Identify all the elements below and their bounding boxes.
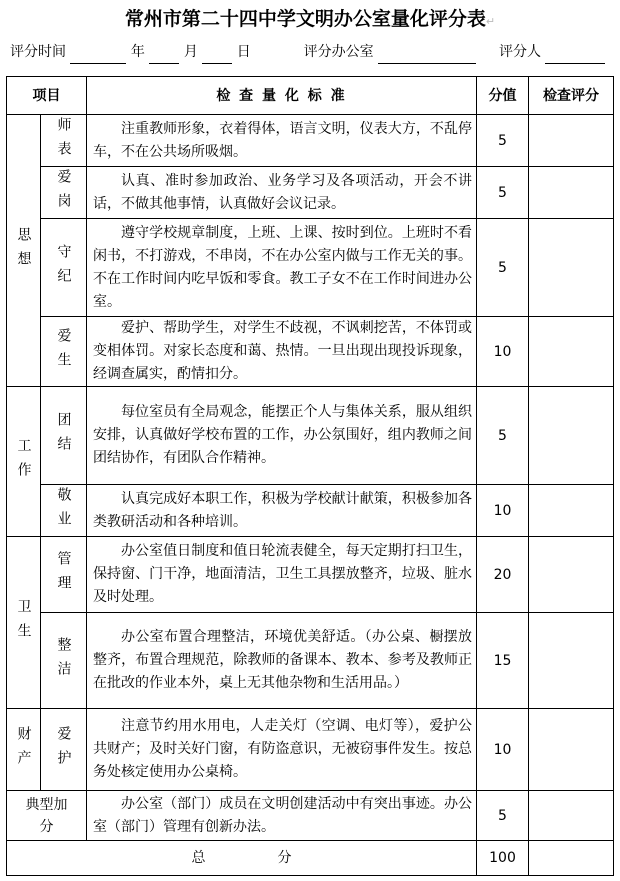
check-score-cell[interactable] bbox=[529, 537, 613, 613]
category-weisheng: 卫生 bbox=[7, 537, 41, 709]
score-value: 10 bbox=[477, 317, 529, 387]
category-caichan: 财产 bbox=[7, 709, 41, 791]
standard-desc: 爱护、帮助学生，对学生不歧视，不讽刺挖苦，不体罚或变相体罚。对家长态度和蔼、热情。一旦出现出现投诉现象，经调查属实，酌情扣分。 bbox=[87, 317, 477, 387]
sub-item: 爱护 bbox=[41, 709, 87, 791]
score-value: 20 bbox=[477, 537, 529, 613]
sub-item: 师表 bbox=[41, 115, 87, 167]
check-score-cell[interactable] bbox=[529, 613, 613, 709]
sub-item: 管理 bbox=[41, 537, 87, 613]
standard-desc: 认真、准时参加政治、业务学习及各项活动，开会不讲话，不做其他事情，认真做好会议记录。 bbox=[87, 167, 477, 219]
score-value: 5 bbox=[477, 219, 529, 317]
category-sixiang: 思想 bbox=[7, 115, 41, 387]
total-label: 总 分 bbox=[7, 841, 477, 875]
score-value: 5 bbox=[477, 115, 529, 167]
score-value: 5 bbox=[477, 791, 529, 841]
office-blank[interactable] bbox=[378, 45, 476, 64]
time-label: 评分时间 bbox=[10, 44, 66, 60]
sub-item: 团结 bbox=[41, 387, 87, 485]
score-value: 5 bbox=[477, 387, 529, 485]
standard-desc: 注意节约用水用电，人走关灯（空调、电灯等），爱护公共财产；及时关好门窗，有防盗意识，无被窃事件发生。按总务处核定使用办公桌椅。 bbox=[87, 709, 477, 791]
check-score-cell[interactable] bbox=[529, 219, 613, 317]
score-value: 5 bbox=[477, 167, 529, 219]
standard-desc: 每位室员有全局观念，能摆正个人与集体关系，服从组织安排，认真做好学校布置的工作，办公氛围好，组内教师之间团结协作，有团队合作精神。 bbox=[87, 387, 477, 485]
score-value: 10 bbox=[477, 485, 529, 537]
sub-item: 敬业 bbox=[41, 485, 87, 537]
check-score-cell[interactable] bbox=[529, 791, 613, 841]
person-label: 评分人 bbox=[498, 44, 541, 60]
month-blank[interactable] bbox=[149, 45, 179, 64]
header-item: 项目 bbox=[7, 77, 87, 115]
total-score: 100 bbox=[477, 841, 529, 875]
sub-item: 爱岗 bbox=[41, 167, 87, 219]
header-standard: 检 查 量 化 标 准 bbox=[87, 77, 477, 115]
standard-desc: 办公室值日制度和值日轮流表健全，每天定期打扫卫生，保持窗、门干净，地面清洁，卫生工具摆放整齐，垃圾、脏水及时处理。 bbox=[87, 537, 477, 613]
person-blank[interactable] bbox=[545, 45, 605, 64]
sub-item: 整洁 bbox=[41, 613, 87, 709]
day-label: 日 bbox=[236, 44, 251, 60]
check-score-cell[interactable] bbox=[529, 167, 613, 219]
header-check: 检查评分 bbox=[529, 77, 613, 115]
page-title bbox=[0, 4, 620, 34]
standard-desc: 办公室（部门）成员在文明创建活动中有突出事迹。办公室（部门）管理有创新办法。 bbox=[87, 791, 477, 841]
check-score-cell[interactable] bbox=[529, 709, 613, 791]
sub-item: 守纪 bbox=[41, 219, 87, 317]
standard-desc: 注重教师形象，衣着得体，语言文明，仪表大方，不乱停车，不在公共场所吸烟。 bbox=[87, 115, 477, 167]
check-score-cell[interactable] bbox=[529, 317, 613, 387]
office-label: 评分办公室 bbox=[303, 44, 374, 60]
header-score: 分值 bbox=[477, 77, 529, 115]
score-value: 15 bbox=[477, 613, 529, 709]
return-mark-icon: ↵ bbox=[485, 15, 496, 28]
day-blank[interactable] bbox=[202, 45, 232, 64]
total-check-cell[interactable] bbox=[529, 841, 613, 875]
month-label: 月 bbox=[183, 44, 198, 60]
standard-desc: 认真完成好本职工作，积极为学校献计献策，积极参加各类教研活动和各种培训。 bbox=[87, 485, 477, 537]
score-table bbox=[6, 76, 614, 876]
category-gongzuo: 工作 bbox=[7, 387, 41, 537]
sub-item: 爱生 bbox=[41, 317, 87, 387]
standard-desc: 遵守学校规章制度，上班、上课、按时到位。上班时不看闲书，不打游戏，不串岗，不在办公室内做与工作无关的事。不在工作时间内吃早饭和零食。教工子女不在工作时间进办公室。 bbox=[87, 219, 477, 317]
meta-line bbox=[10, 40, 614, 64]
check-score-cell[interactable] bbox=[529, 115, 613, 167]
score-value: 10 bbox=[477, 709, 529, 791]
year-label: 年 bbox=[130, 44, 145, 60]
check-score-cell[interactable] bbox=[529, 387, 613, 485]
standard-desc: 办公室布置合理整洁，环境优美舒适。（办公桌、橱摆放整齐，布置合理规范，除教师的备课本、教本、参考及教师正在批改的作业本外，桌上无其他杂物和生活用品。） bbox=[87, 613, 477, 709]
title-text: 常州市第二十四中学文明办公室量化评分表 bbox=[124, 8, 486, 30]
year-blank[interactable] bbox=[70, 45, 126, 64]
check-score-cell[interactable] bbox=[529, 485, 613, 537]
category-dianxing: 典型加分 bbox=[7, 791, 87, 841]
